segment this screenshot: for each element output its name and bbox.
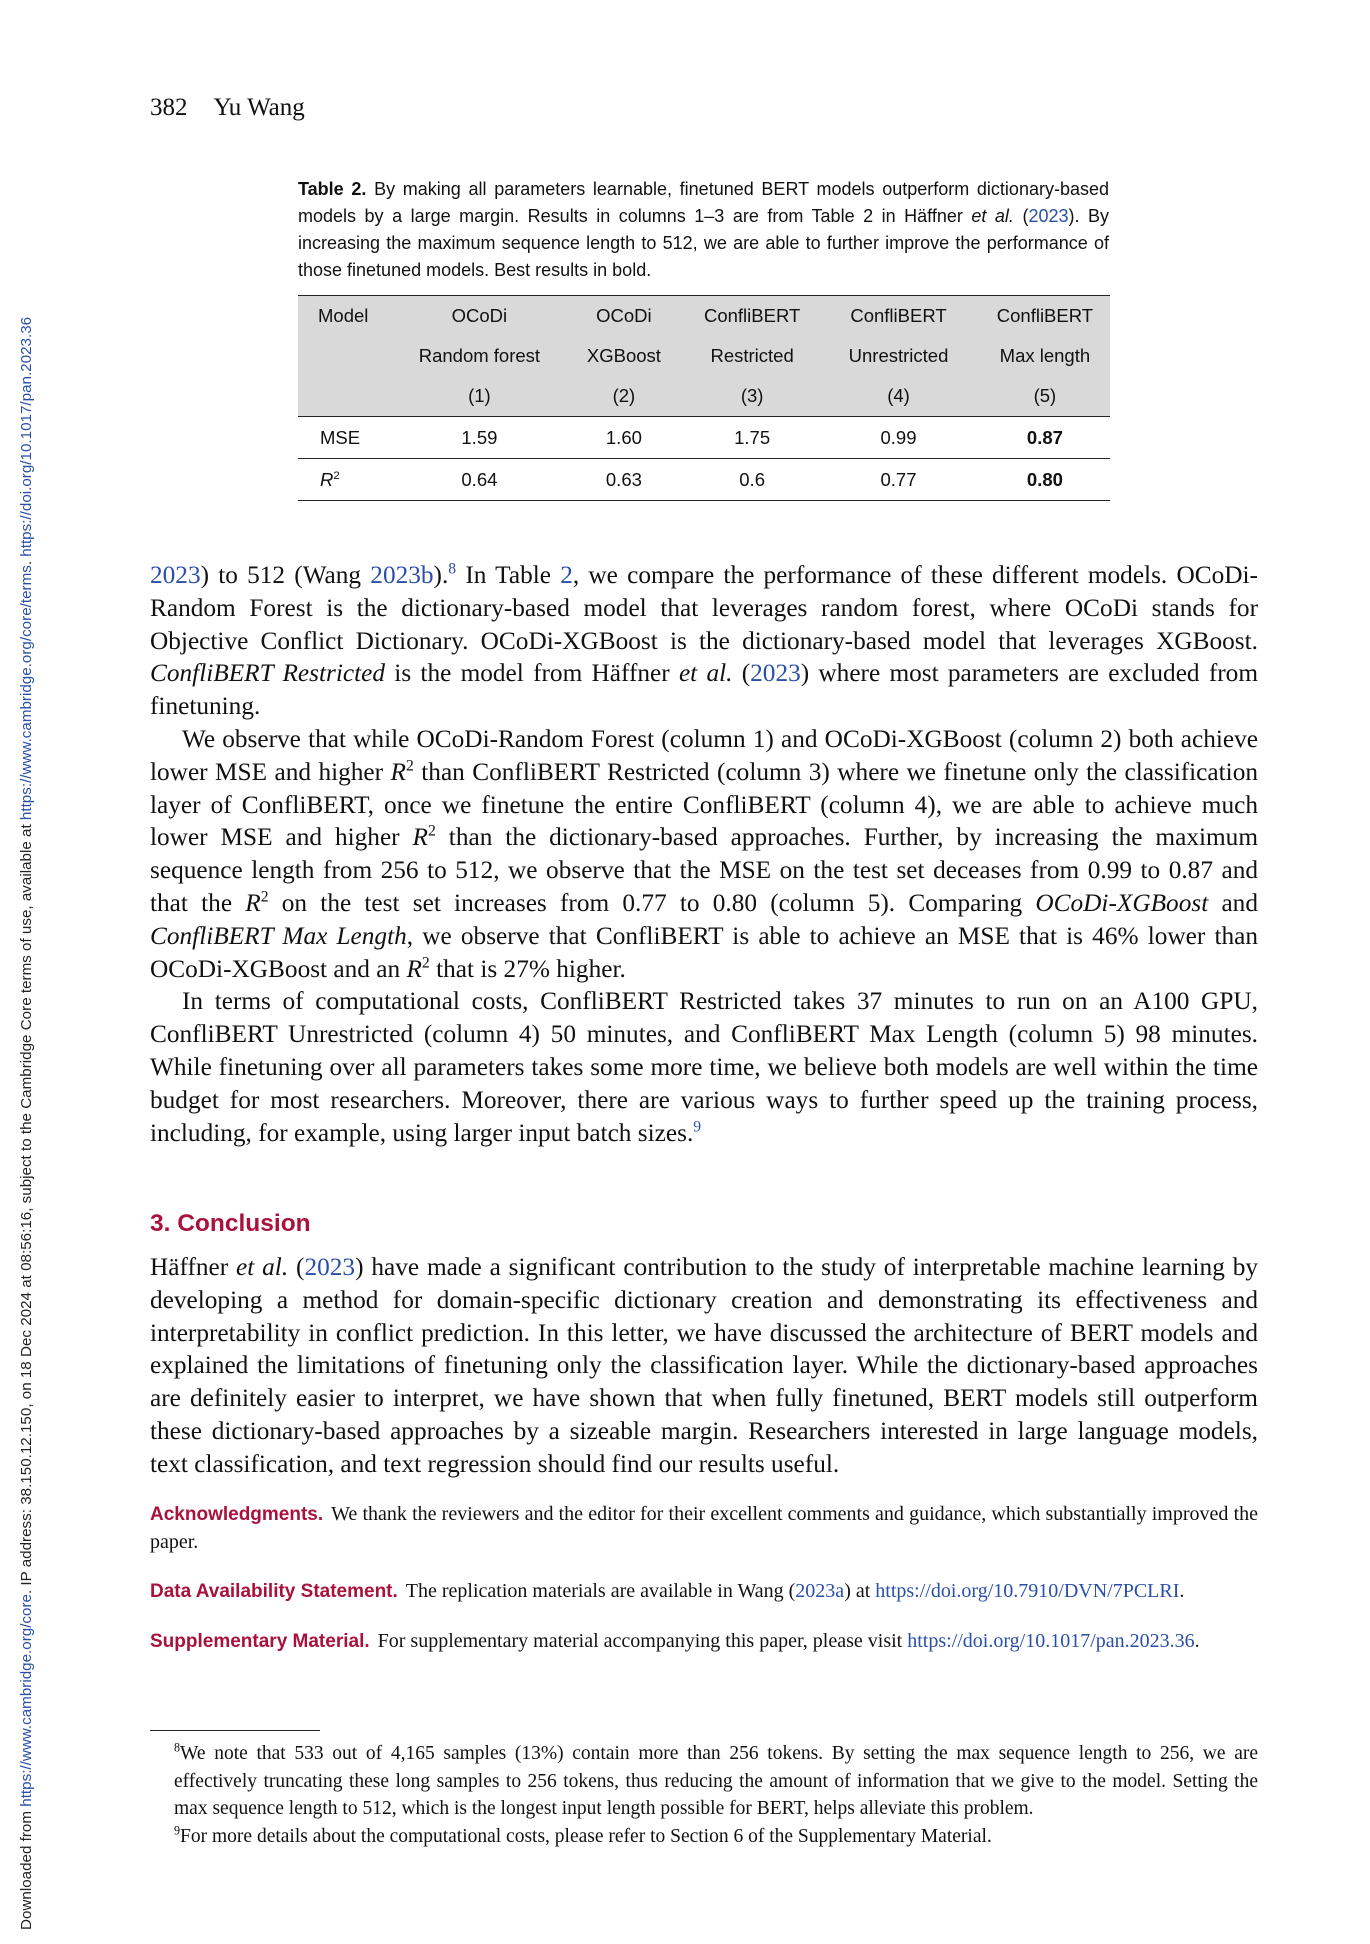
- download-sep: .: [18, 556, 35, 566]
- col-header-4-line2: Unrestricted: [817, 336, 980, 376]
- section-heading-conclusion: 3. Conclusion: [150, 1210, 311, 1237]
- doi-link[interactable]: https://doi.org/10.1017/pan.2023.36: [18, 316, 35, 557]
- citation-link[interactable]: 2023: [150, 561, 201, 589]
- col-number-2: (2): [561, 376, 687, 417]
- p1-text-3: In Table: [456, 561, 561, 589]
- p2-text-5: and: [1208, 888, 1258, 917]
- paragraph-2: [150, 723, 1258, 985]
- caption-etal: et al.: [971, 206, 1014, 226]
- p1-text-5: is the model from Häffner: [385, 659, 679, 688]
- da-text-3: .: [1179, 1580, 1185, 1602]
- p2-text-2: than ConfliBERT Restricted (column 3) where we finetune only the classification layer of ConfliBERT, once we finetune the entire ConfliBERT (column 4), we are able to achieve much lower MSE and higher: [150, 757, 1258, 852]
- acknowledgments-section: [150, 1501, 1258, 1556]
- p2-text-7: that is 27% higher.: [429, 954, 626, 983]
- c-text-1: Häffner: [150, 1253, 237, 1281]
- citation-link[interactable]: 2023a: [795, 1580, 845, 1602]
- data-availability-heading: Data Availability Statement.: [150, 1581, 398, 1602]
- col-header-3-line1: ConfliBERT: [687, 296, 817, 337]
- p2-text-6: , we observe that ConfliBERT is able to achieve an MSE that is 46% lower than OCoDi-XGBoost and an: [150, 921, 1259, 983]
- c-italic: et al.: [236, 1253, 289, 1281]
- p1-text-6: (: [732, 659, 751, 688]
- running-author: Yu Wang: [213, 94, 305, 121]
- table-caption: [298, 176, 1109, 284]
- supplementary-section: [150, 1628, 1258, 1656]
- main-text-block: [150, 559, 1258, 1149]
- p3-text: In terms of computational costs, ConfliBERT Restricted takes 37 minutes to run on an A100 GPU, ConfliBERT Unrestricted (column 4) 50 minutes, and ConfliBERT Max Length (column 5) 98 minutes. While finetuning over all parameters takes some more time, we believe both models are well within the time budget for most researchers. Moreover, there are various ways to further speed up the training process, including, for example, using larger input batch sizes.: [150, 987, 1258, 1147]
- row-label-mse: MSE: [298, 417, 398, 459]
- running-head: [150, 94, 305, 122]
- acknowledgments-text: We thank the reviewers and the editor for their excellent comments and guidance, which substantially improved the paper.: [150, 1503, 1258, 1553]
- c-text-3: ) have made a significant contribution to the study of interpretable machine learning by developing a method for domain-specific dictionary creation and demonstrating its effectiveness and interpretability in conflict prediction. In this letter, we have discussed the architecture of BERT models and explained the limitations of finetuning only the classification layer. While the dictionary-based approaches are definitely easier to interpret, we have shown that when fully finetuned, BERT models still outperform these dictionary-based approaches by a sizeable margin. Researchers interested in large language models, text classification, and text regression should find our results useful.: [150, 1253, 1259, 1478]
- acknowledgments-heading: Acknowledgments.: [150, 1504, 324, 1525]
- p1-text-4: , we compare the performance of these different models. OCoDi-Random Forest is the dictionary-based model that leverages random forest, where OCoDi stands for Objective Conflict Dictionary. OCoDi-XGBoost is the dictionary-based model that leverages XGBoost.: [150, 561, 1258, 655]
- citation-link[interactable]: 2023b: [370, 561, 434, 589]
- r-symbol: R: [245, 888, 261, 917]
- download-sidebar: [0, 0, 36, 1944]
- col-header-model-blank-2: [298, 376, 398, 417]
- citation-link[interactable]: 2023: [750, 659, 801, 688]
- caption-citation-link[interactable]: 2023: [1028, 206, 1069, 226]
- download-notice: [18, 317, 35, 1930]
- table-row: [298, 459, 1110, 501]
- col-header-model-blank: [298, 336, 398, 376]
- footnote-ref-8[interactable]: 8: [448, 560, 457, 578]
- col-header-model: Model: [298, 296, 398, 337]
- p1-text-1: ) to 512 (Wang: [200, 561, 371, 589]
- da-text-2: ) at: [844, 1580, 876, 1602]
- table-ref-link[interactable]: 2: [560, 561, 573, 589]
- table-cell: 0.99: [817, 417, 980, 459]
- table-cell: 1.75: [687, 417, 817, 459]
- da-text-1: The replication materials are available in Wang (: [405, 1580, 796, 1602]
- col-header-3-line2: Restricted: [687, 336, 817, 376]
- table-cell: 0.6: [687, 459, 817, 501]
- p1-italic-1: ConfliBERT Restricted: [150, 659, 386, 688]
- p2-italic-1: OCoDi-XGBoost: [1035, 888, 1209, 917]
- r-squared-sup: 2: [421, 954, 430, 972]
- supplementary-heading: Supplementary Material.: [150, 1631, 370, 1652]
- row-label-r2: [298, 459, 398, 501]
- table-cell: 0.64: [398, 459, 561, 501]
- footnote-8: [150, 1740, 1258, 1823]
- paragraph-1: [150, 559, 1258, 723]
- r-symbol: R: [412, 823, 428, 852]
- r2-sup: 2: [333, 469, 340, 482]
- download-prefix: Downloaded from: [18, 1806, 35, 1930]
- col-header-2-line2: XGBoost: [561, 336, 687, 376]
- table-header-row-3: [298, 376, 1110, 417]
- p2-text-1: We observe that while OCoDi-Random Forest (column 1) and OCoDi-XGBoost (column 2) both achieve lower MSE and higher: [150, 724, 1258, 786]
- results-table: [298, 295, 1110, 501]
- citation-link[interactable]: 2023: [304, 1253, 356, 1281]
- conclusion-paragraph: [150, 1251, 1258, 1481]
- col-header-5-line2: Max length: [980, 336, 1110, 376]
- p2-text-4: on the test set increases from 0.77 to 0.80 (column 5). Comparing: [268, 888, 1036, 917]
- p1-text-7: ) where most parameters are excluded from finetuning.: [150, 659, 1258, 721]
- footnote-number: 8: [174, 1740, 181, 1755]
- table-label: Table 2.: [298, 179, 367, 199]
- paragraph-3: [150, 985, 1258, 1149]
- col-number-1: (1): [398, 376, 561, 417]
- col-number-5: (5): [980, 376, 1110, 417]
- table-cell: 1.59: [398, 417, 561, 459]
- col-number-3: (3): [687, 376, 817, 417]
- r-symbol: R: [390, 757, 406, 786]
- table-cell: 1.60: [561, 417, 687, 459]
- r2-base: R: [320, 468, 334, 490]
- col-header-4-line1: ConfliBERT: [817, 296, 980, 337]
- col-header-2-line1: OCoDi: [561, 296, 687, 337]
- download-middle: . IP address: 38.150.12.150, on 18 Dec 2024 at 08:56:16, subject to the Cambridge Core terms of use, available at: [18, 820, 35, 1595]
- supp-text-2: .: [1194, 1630, 1200, 1652]
- page-number: 382: [150, 94, 188, 121]
- col-header-5-line1: ConfliBERT: [980, 296, 1110, 337]
- conclusion-text-block: [150, 1251, 1258, 1481]
- table-cell: 0.77: [817, 459, 980, 501]
- footnotes: [150, 1740, 1258, 1850]
- table-header-row-1: [298, 296, 1110, 337]
- supplementary-link[interactable]: https://doi.org/10.1017/pan.2023.36: [907, 1630, 1195, 1652]
- caption-text-3: ). By increasing the maximum sequence length to 512, we are able to further improve the performance of those finetuned models. Best results in bold.: [298, 206, 1110, 280]
- p2-italic-2: ConfliBERT Max Length: [150, 921, 407, 950]
- p1-italic-2: et al.: [678, 659, 733, 688]
- table-header-row-2: [298, 336, 1110, 376]
- caption-text-1: By making all parameters learnable, finetuned BERT models outperform dictionary-based models by a large margin. Results in columns 1–3 are from Table 2 in Häffner: [298, 179, 1109, 226]
- table-cell: 0.63: [561, 459, 687, 501]
- terms-link[interactable]: https://www.cambridge.org/core/terms: [18, 565, 35, 821]
- data-availability-section: [150, 1578, 1258, 1606]
- footnote-text: We note that 533 out of 4,165 samples (13%) contain more than 256 tokens. By setting the max sequence length to 256, we are effectively truncating these long samples to 256 tokens, thus reducing the amount of information that we give to the model. Setting the max sequence length to 512, which is the longest input length possible for BERT, helps alleviate this problem.: [174, 1743, 1258, 1819]
- table-row: [298, 417, 1110, 459]
- caption-text-2: (: [1013, 206, 1029, 226]
- r-symbol: R: [406, 954, 422, 983]
- p2-text-3: than the dictionary-based approaches. Further, by increasing the maximum sequence length from 256 to 512, we observe that the MSE on the test set deceases from 0.99 to 0.87 and that the: [150, 823, 1259, 917]
- c-text-2: (: [288, 1253, 305, 1281]
- footnote-ref-9[interactable]: 9: [693, 1118, 702, 1136]
- footnote-9: [150, 1823, 1258, 1851]
- r-squared-sup: 2: [405, 757, 414, 775]
- footnote-number: 9: [174, 1823, 181, 1837]
- r-squared-sup: 2: [260, 888, 269, 906]
- footnote-text: For more details about the computational costs, please refer to Section 6 of the Supplementary Material.: [180, 1825, 992, 1847]
- replication-data-link[interactable]: https://doi.org/10.7910/DVN/7PCLRI: [875, 1580, 1180, 1602]
- table-cell-best: 0.87: [980, 417, 1110, 459]
- col-header-1-line1: OCoDi: [398, 296, 561, 337]
- footnote-divider: [150, 1730, 320, 1731]
- r-squared-sup: 2: [428, 822, 436, 840]
- supp-text-1: For supplementary material accompanying this paper, please visit: [377, 1630, 908, 1652]
- p1-text-2: ).: [433, 561, 449, 589]
- col-header-1-line2: Random forest: [398, 336, 561, 376]
- cambridge-core-link[interactable]: https://www.cambridge.org/core: [18, 1594, 35, 1807]
- col-number-4: (4): [817, 376, 980, 417]
- table-cell-best: 0.80: [980, 459, 1110, 501]
